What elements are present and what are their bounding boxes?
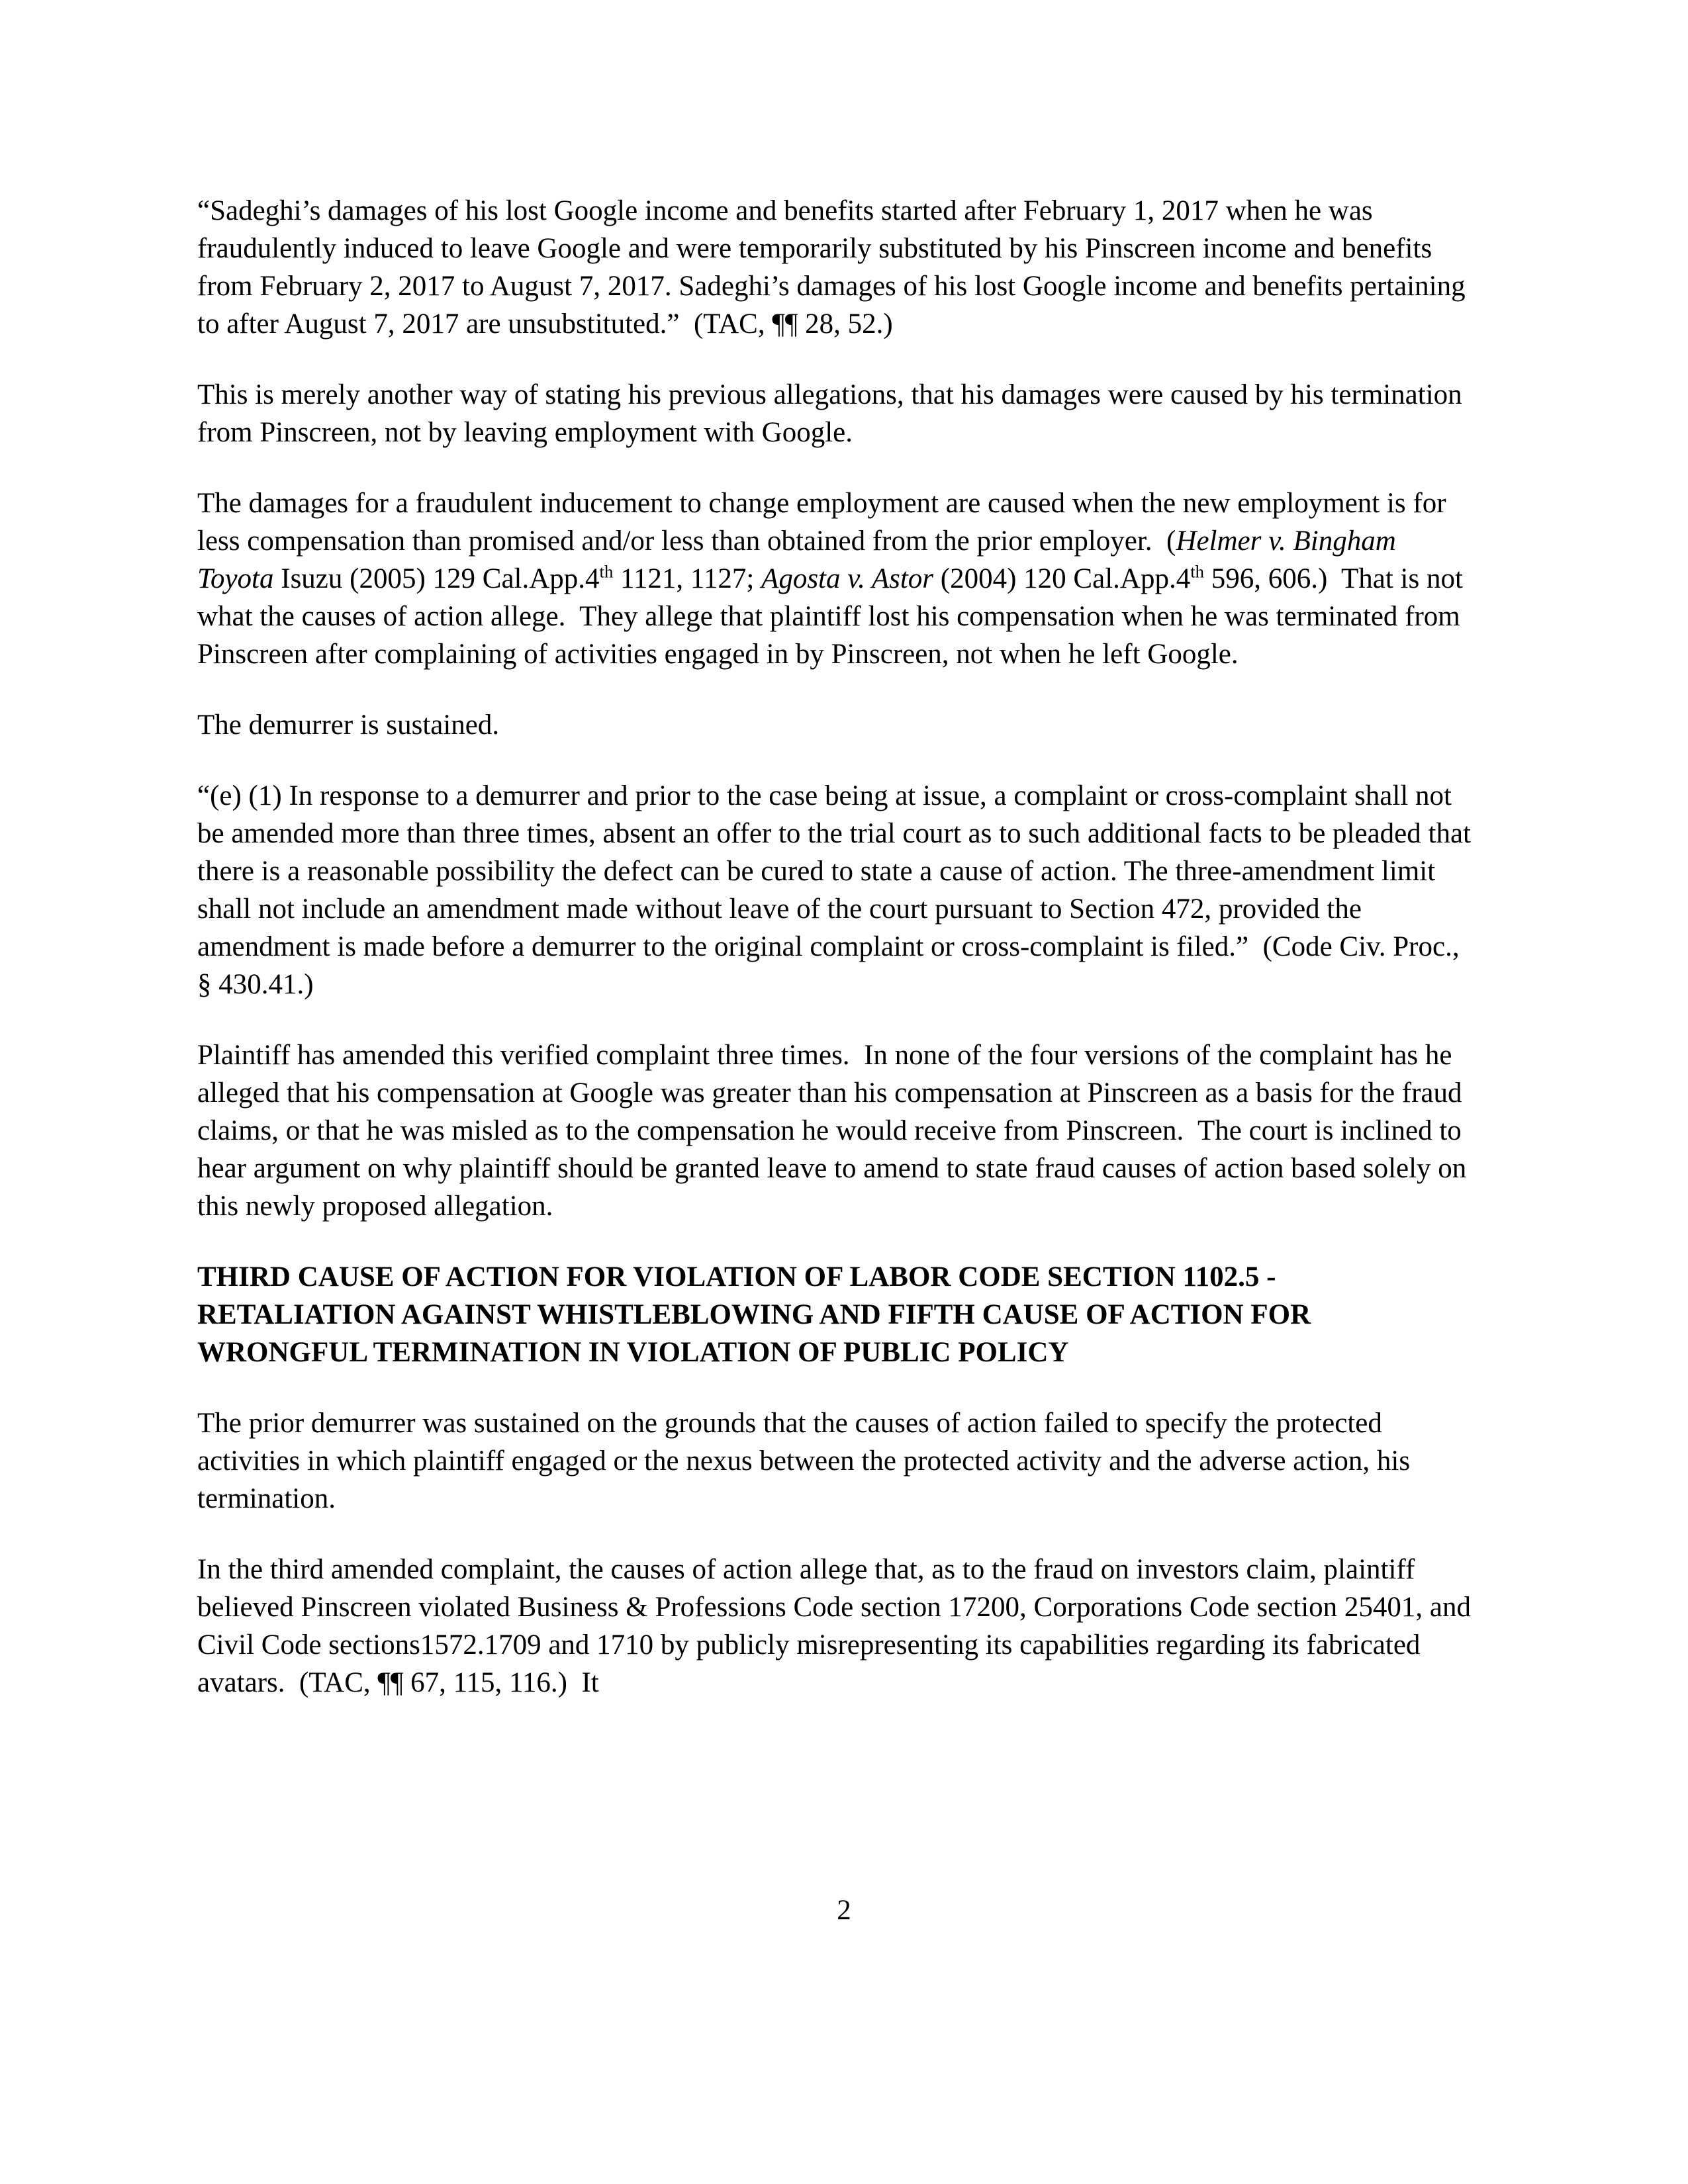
page-number: 2 <box>837 1895 851 1926</box>
paragraph-text-segment: 596, 606.) That is not what the causes of action allege. They allege that plaintiff lost his compensation when he was terminated from Pinscreen after complaining of activities engaged in by Pinscreen, not when he left Google. <box>197 563 1470 670</box>
case-citation-helmer: Helmer v. Bingham Toyota <box>197 525 1403 594</box>
paragraph-fraudulent-inducement-damages <box>197 484 1472 673</box>
section-heading-third-and-fifth-causes: THIRD CAUSE OF ACTION FOR VIOLATION OF LABOR CODE SECTION 1102.5 - RETALIATION AGAINST WHISTLEBLOWING AND FIFTH CAUSE OF ACTION FOR WRONGFUL TERMINATION IN VIOLATION OF PUBLIC POLICY <box>197 1261 1318 1368</box>
paragraph-text-segment: (2004) 120 Cal.App.4 <box>933 563 1191 594</box>
paragraph-code-civ-proc-quote: “(e) (1) In response to a demurrer and prior to the case being at issue, a complaint or cross-complaint shall not be amended more than three times, absent an offer to the trial court as to such additional facts to be pleaded that there is a reasonable possibility the defect can be cured to state a cause of action. The three-amendment limit shall not include an amendment made without leave of the court pursuant to Section 472, provided the amendment is made before a demurrer to the original complaint or cross-complaint is filed.” (Code Civ. Proc., § 430.41.) <box>197 780 1478 1000</box>
document-body <box>197 192 1478 1702</box>
paragraph-prior-demurrer-grounds: The prior demurrer was sustained on the grounds that the causes of action failed to specify the protected activities in which plaintiff engaged or the nexus between the protected activity and the adverse action, his termination. <box>197 1408 1417 1514</box>
ordinal-suffix-th: th <box>599 561 614 582</box>
paragraph-sadeghi-damages-quote: “Sadeghi’s damages of his lost Google income and benefits started after February 1, 2017 when he was fraudulently induced to leave Google and were temporarily substituted by his Pinscreen income and benefits from February 2, 2017 to August 7, 2017. Sadeghi’s damages of his lost Google income and benefits pertaining to after August 7, 2017 are unsubstituted.” (TAC, ¶¶ 28, 52.) <box>197 195 1473 340</box>
paragraph-text-segment: Isuzu (2005) 129 Cal.App.4 <box>273 563 600 594</box>
paragraph-third-amended-complaint-allegations: In the third amended complaint, the causes of action allege that, as to the fraud on investors claim, plaintiff believed Pinscreen violated Business & Professions Code section 17200, Corporations Code section 25401, and Civil Code sections1572.1709 and 1710 by publicly misrepresenting its capabilities regarding its fabricated avatars. (TAC, ¶¶ 67, 115, 116.) It <box>197 1554 1478 1698</box>
paragraph-demurrer-sustained: The demurrer is sustained. <box>197 709 500 741</box>
paragraph-restating-allegations: This is merely another way of stating his previous allegations, that his damages were caused by his termination from Pinscreen, not by leaving employment with Google. <box>197 379 1470 448</box>
paragraph-amended-three-times: Plaintiff has amended this verified complaint three times. In none of the four versions of the complaint has he alleged that his compensation at Google was greater than his compensation at Pinscreen as a basis for the fraud claims, or that he was misled as to the compensation he would receive from Pinscreen. The court is inclined to hear argument on why plaintiff should be granted leave to amend to state fraud causes of action based solely on this newly proposed allegation. <box>197 1040 1474 1222</box>
ordinal-suffix-th: th <box>1190 561 1204 582</box>
paragraph-text-segment: The damages for a fraudulent inducement to change employment are caused when the new employment is for less compensation than promised and/or less than obtained from the prior employer. ( <box>197 488 1454 557</box>
case-citation-agosta: Agosta v. Astor <box>761 563 934 594</box>
paragraph-text-segment: 1121, 1127; <box>613 563 762 594</box>
